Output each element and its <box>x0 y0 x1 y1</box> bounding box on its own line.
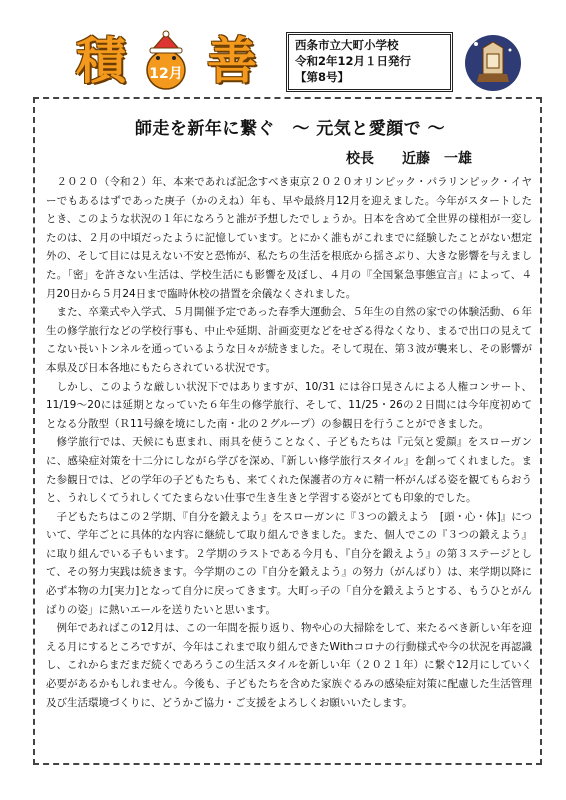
paragraph-1: ２０２０（令和２）年、本来であれば記念すべき東京２０２０オリンピック・パラリンピック・イヤーでもあるはずであった庚子（かのえね）年も、早や最終月12月を迎えました。今年がスタートしたとき、このような状況の１年になろうと誰が予想したでしょうか。日本を含めて全世界の様相が一変したのは、２月の中頃だったように記憶しています。とにかく誰もがこれまでに経験したことがない想定外の、そして目には見えない不安と恐怖が、私たちの生活を根底から揺さぶり、大きな影響を与えました。「密」を許さない生活は、学校生活にも影響を及ぼし、４月の『全国緊急事態宣言』によって、４月20日から５月24日まで臨時休校の措置を余儀なくされました。 <box>46 176 532 300</box>
issue-number: 【第8号】 <box>295 70 350 84</box>
month-badge: 12月 <box>149 66 183 82</box>
bell-icon <box>462 30 524 96</box>
paragraph-6: 例年であればこの12月は、この一年間を振り返り、物や心の大掃除をして、来たるべき新しい年を迎える月にするところですが、今年はこれまで取り組んできたWithコロナの行動様式や今の状況を再認識し、これからまだまだ続くであろうこの生活スタイルを新しい年（２０２１年）に繋ぐ12月にしていく必要があるかもしれません。今後も、子どもたちを含めた家族ぐるみの感染症対策に配慮した生活管理及び生活環境づくりに、どうかご協力・ご支援をよろしくお願いいたします。 <box>46 622 532 709</box>
issue-info-box <box>286 32 453 92</box>
paragraph-4: 修学旅行では、天候にも恵まれ、雨具を使うことなく、子どもたちは『元気と愛顔』をスローガンに、感染症対策を十二分にしながら学びを深め、『新しい修学旅行スタイル』を創ってくれました。また参観日では、どの学年の子どもたちも、来てくれた保護者の方々に精一杯がんばる姿を観てもらおうと、うれしくてうれしくてたまらない仕事で生き生きと学習する姿がとても印象的でした。 <box>46 436 532 505</box>
paragraph-5: 子どもたちはこの２学期、『自分を鍛えよう』をスローガンに『３つの鍛えよう [頭・心・体]』について、学年ごとに具体的な内容に継続して取り組んできました。また、個人でこの『３つの鍛えよう』に取り組んでいる子もいます。２学期のラストである今月も、『自分を鍛えよう』の第３ステージとして、その努力実践は続きます。今学期のこの『自分を鍛えよう』の努力（がんばり）は、来学期以降に必ず本物の力[実力]となって自分に戻ってきます。大町っ子の「自分を鍛えようとする、もうひとがんばりの姿」に熱いエールを送りたいと思います。 <box>46 510 532 616</box>
issue-date: 令和2年12月１日発行 <box>295 54 412 68</box>
article-title: 師走を新年に繋ぐ ～ 元気と愛顔で ～ <box>134 119 446 139</box>
paragraph-3: しかし、このような厳しい状況下ではありますが、10/31 には谷口晃さんによる人権コンサート、11/19～20には延期となっていた６年生の修学旅行、そして、11/25・26の２日間には今年度初めてとなる分散型（Ｒ11号線を境にした南・北の２グループ）の参観日を行うことができました。 <box>46 380 532 430</box>
school-name: 西条市立大町小学校 <box>295 38 399 52</box>
title-char-zen: 善 <box>207 31 257 90</box>
article-body <box>46 173 532 712</box>
paragraph-2: また、卒業式や入学式、５月開催予定であった春季大運動会、５年生の自然の家での体験活動、６年生の修学旅行などの学校行事も、中止や延期、計画変更などをせざる得なくなり、まるで出口の見えてこない長いトンネルを通っているような日々が続きました。そして現在、第３波が襲来し、その影響が本県及び日本各地にもたらされている状況です。 <box>46 306 532 374</box>
santa-icon <box>136 30 196 92</box>
article-author: 校長 近藤 一雄 <box>346 151 472 167</box>
title-char-seki: 積 <box>76 31 126 90</box>
masthead <box>0 0 566 100</box>
